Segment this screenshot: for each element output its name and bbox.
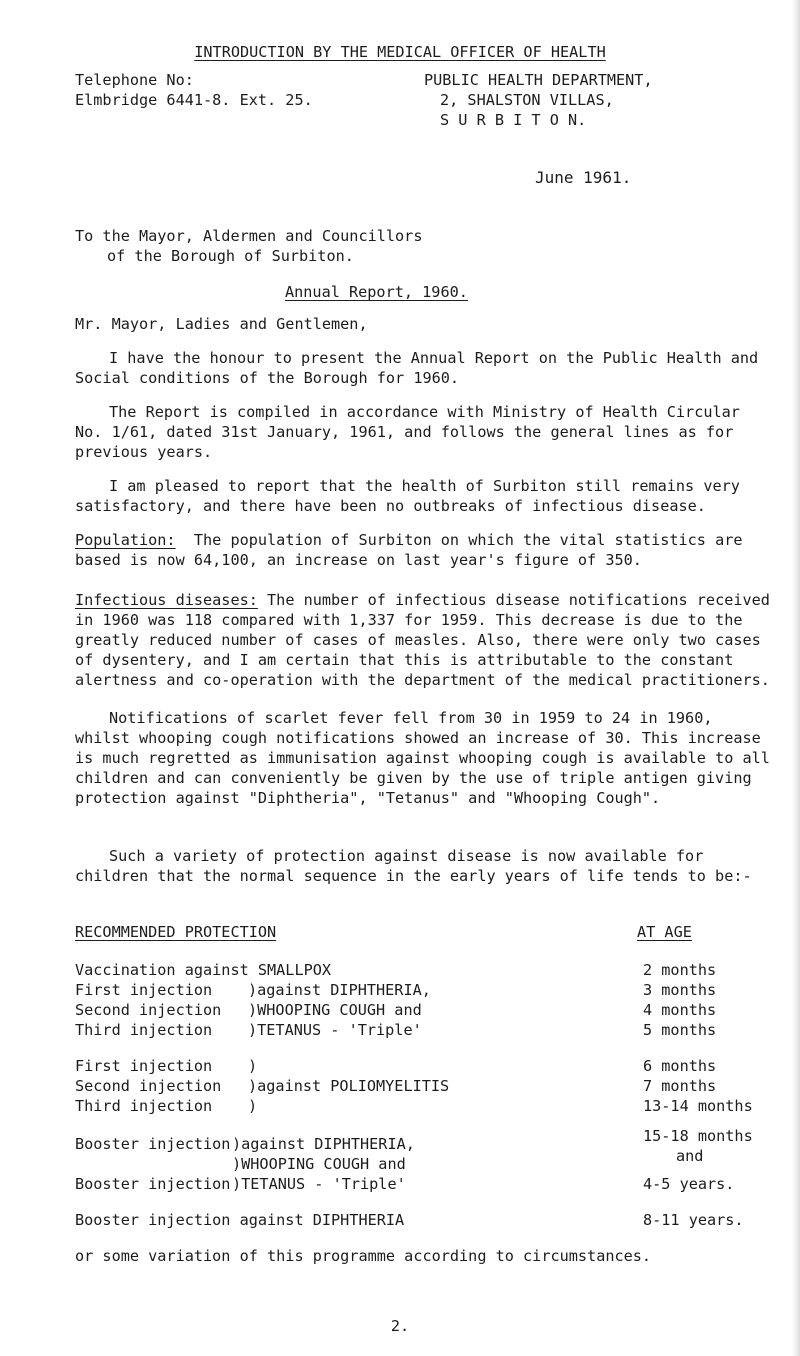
table-row-disease: )against DIPHTHERIA, [248, 981, 431, 999]
table-row-disease: )WHOOPING COUGH and [248, 1001, 422, 1019]
population-text: The population of Surbiton on which the vital statistics are based is now 64,100, an increase on last year's figure of 350. [75, 531, 743, 569]
table-row-age: 6 months [643, 1057, 717, 1075]
addressee-line-1: To the Mayor, Aldermen and Councillors [75, 227, 423, 245]
table-row-age: 8-11 years. [643, 1211, 744, 1229]
table-row-disease: )against POLIOMYELITIS [248, 1077, 450, 1095]
table-row-disease: ) [248, 1057, 258, 1075]
paragraph-variety: Such a variety of protection against disease is now available for children that the normal sequence in the early years of life tends to be:- [75, 847, 752, 885]
telephone-label: Telephone No: [75, 71, 194, 89]
table-row-disease: )WHOOPING COUGH and [232, 1155, 406, 1173]
table-row-age: 7 months [643, 1077, 717, 1095]
table-row-protection: Booster injection [75, 1175, 231, 1193]
greeting: Mr. Mayor, Ladies and Gentlemen, [75, 315, 368, 333]
table-header-age: AT AGE [637, 923, 692, 941]
table-row-protection: Vaccination against SMALLPOX [75, 961, 332, 979]
infectious-heading: Infectious diseases: [75, 591, 258, 609]
table-row-protection: First injection [75, 1057, 213, 1075]
table-row-age: and [676, 1147, 704, 1165]
table-row-protection: Second injection [75, 1001, 222, 1019]
paragraph-health: I am pleased to report that the health of Surbiton still remains very satisfactory, and there have been no outbreaks of infectious disease. [75, 477, 740, 515]
telephone-number: Elmbridge 6441-8. Ext. 25. [75, 91, 313, 109]
table-row-age: 2 months [643, 961, 717, 979]
table-row-protection: Booster injection [75, 1135, 231, 1153]
paragraph-infectious [75, 590, 775, 690]
address-line-3: S U R B I T O N. [440, 111, 587, 129]
page-number: 2. [390, 1317, 410, 1335]
population-heading: Population: [75, 531, 176, 549]
table-row-disease: )TETANUS - 'Triple' [248, 1021, 422, 1039]
table-row-protection: Booster injection against DIPHTHERIA [75, 1211, 405, 1229]
table-row-age: 4-5 years. [643, 1175, 735, 1193]
table-row-age: 5 months [643, 1021, 717, 1039]
address-line-2: 2, SHALSTON VILLAS, [440, 91, 614, 109]
table-row-protection: Third injection [75, 1021, 213, 1039]
paragraph-intro: I have the honour to present the Annual Report on the Public Health and Social conditions of the Borough for 1960. [75, 349, 759, 387]
address-line-1: PUBLIC HEALTH DEPARTMENT, [424, 71, 653, 89]
table-row-disease: )TETANUS - 'Triple' [232, 1175, 406, 1193]
report-title: Annual Report, 1960. [285, 283, 468, 301]
table-header-protection: RECOMMENDED PROTECTION [75, 923, 277, 941]
closing-line: or some variation of this programme according to circumstances. [75, 1247, 652, 1265]
table-row-age: 3 months [643, 981, 717, 999]
table-row-age: 4 months [643, 1001, 717, 1019]
table-row-disease: )against DIPHTHERIA, [232, 1135, 415, 1153]
table-row-age: 15-18 months [643, 1127, 753, 1145]
scan-edge-shadow [792, 0, 800, 1356]
table-row-protection: Third injection [75, 1097, 213, 1115]
paragraph-population [75, 530, 775, 570]
document-title: INTRODUCTION BY THE MEDICAL OFFICER OF HEALTH [194, 43, 606, 61]
letter-date: June 1961. [535, 168, 632, 187]
table-row-disease: ) [248, 1097, 258, 1115]
paragraph-circular: The Report is compiled in accordance with Ministry of Health Circular No. 1/61, dated 31st January, 1961, and follows the general lines as for previous years. [75, 403, 740, 461]
addressee-line-2: of the Borough of Surbiton. [107, 247, 354, 265]
infectious-text: The number of infectious disease notifications received in 1960 was 118 compared with 1,337 for 1959. This decrease is due to the greatly reduced number of cases of measles. Also, there were only two cases of dysentery, and I am certain that this is attributable to the constant alertness and co-operation with the department of the medical practitioners. [75, 591, 770, 689]
paragraph-notifications: Notifications of scarlet fever fell from 30 in 1959 to 24 in 1960, whilst whooping cough notifications showed an increase of 30. This increase is much regretted as immunisation against whooping cough is available to all children and can conveniently be given by the use of triple antigen giving protection against "Diphtheria", "Tetanus" and "Whooping Cough". [75, 709, 770, 807]
table-row-protection: Second injection [75, 1077, 222, 1095]
table-row-protection: First injection [75, 981, 213, 999]
table-row-age: 13-14 months [643, 1097, 753, 1115]
